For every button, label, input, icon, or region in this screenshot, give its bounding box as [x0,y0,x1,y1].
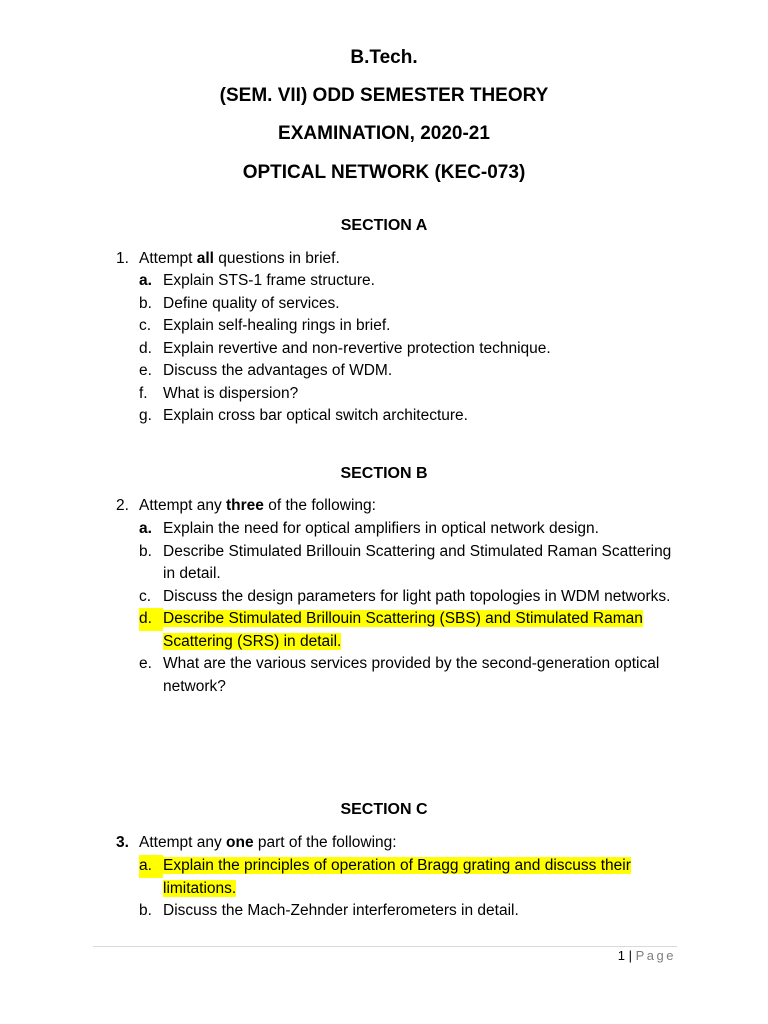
page-footer [618,948,676,964]
section-a-title: SECTION A [340,217,428,234]
section-b-title: SECTION B [340,465,428,482]
item-text: Discuss the Mach-Zehnder interferometers in detail. [163,902,519,919]
header-degree: B.Tech. [350,47,418,68]
item-text: Discuss the advantages of WDM. [163,362,393,379]
item-text: Explain the principles of operation of Bragg grating and discuss their limitations. [163,857,631,897]
item-text: What are the various services provided by the second-generation optical network? [163,655,660,695]
question-2-prefix: Attempt any [139,497,227,514]
item-text: Explain STS-1 frame structure. [163,272,375,289]
item-letter: c. [139,587,152,605]
item-letter: d. [139,339,152,357]
section-a-items [139,270,679,428]
item-text: Define quality of services. [163,294,340,312]
item-text: Discuss the design parameters for light path topologies in WDM networks. [163,587,671,605]
page-separator: | [628,948,632,963]
item-text-wrapper [163,608,679,653]
question-2-suffix: of the following: [263,497,376,514]
item-letter: e. [139,655,152,672]
question-3-number: 3. [116,834,129,851]
header-semester: (SEM. VII) ODD SEMESTER THEORY [219,85,549,106]
item-letter: d. [139,608,163,631]
section-c-items [139,855,679,923]
header-examination: EXAMINATION, 2020-21 [278,123,490,144]
question-1-emphasis: all [196,250,214,267]
item-letter: b. [139,902,152,919]
list-item [139,405,679,428]
question-2-number: 2. [116,497,129,514]
item-letter: b. [139,542,152,560]
question-1-prefix: Attempt [139,250,197,267]
item-text: Describe Stimulated Brillouin Scattering and Stimulated Raman Scattering in detail. [163,542,672,582]
list-item [139,653,679,698]
list-item-highlighted [139,855,679,900]
page-number: 1 [617,948,625,963]
item-letter: b. [139,294,152,312]
question-2-emphasis: three [226,497,264,514]
section-c-title: SECTION C [340,801,428,818]
list-item [139,900,679,923]
item-text: Explain the need for optical amplifiers in optical network design. [163,520,599,537]
item-text: Explain cross bar optical switch architecture. [163,407,468,424]
item-text: What is dispersion? [163,384,299,402]
footer-divider [93,946,677,947]
question-3 [116,832,676,855]
list-item [139,338,679,361]
list-item [139,541,679,586]
item-letter: a. [139,855,163,878]
question-1 [116,248,676,271]
list-item [139,586,679,609]
question-2 [116,495,676,518]
list-item-highlighted [139,608,679,653]
list-item [139,293,679,316]
section-b-items [139,518,679,698]
item-letter: a. [139,520,152,537]
item-letter: e. [139,362,152,379]
item-text-wrapper [163,855,679,900]
list-item [139,360,679,383]
list-item [139,518,679,541]
header-subject: OPTICAL NETWORK (KEC-073) [242,162,526,183]
list-item [139,270,679,293]
item-letter: a. [139,272,152,289]
item-text: Describe Stimulated Brillouin Scattering (SBS) and Stimulated Raman Scattering (SRS) in detail. [163,610,643,650]
list-item [139,383,679,406]
question-3-emphasis: one [226,834,254,851]
question-3-suffix: part of the following: [253,834,397,851]
item-text: Explain revertive and non-revertive protection technique. [163,339,551,357]
list-item [139,315,679,338]
page-label: Page [635,948,676,963]
item-letter: f. [139,384,148,402]
item-text: Explain self-healing rings in brief. [163,317,391,334]
question-1-suffix: questions in brief. [213,250,340,267]
item-letter: g. [139,407,152,424]
item-letter: c. [139,317,152,334]
question-1-number: 1. [116,250,129,267]
question-3-prefix: Attempt any [139,834,227,851]
